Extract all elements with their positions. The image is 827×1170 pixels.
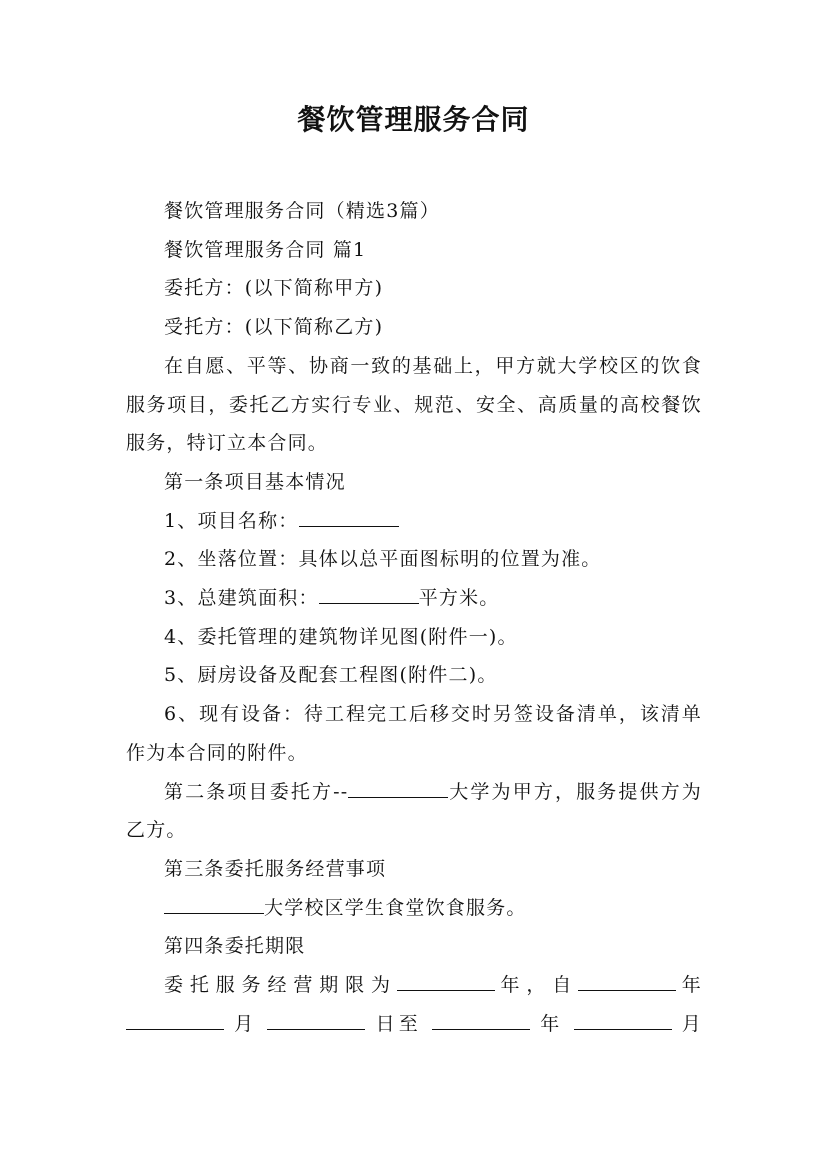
fill-in-blank (319, 602, 419, 604)
document-body (126, 192, 702, 1043)
fill-in-blank (299, 525, 399, 527)
fill-in-blank (432, 1028, 530, 1030)
section-heading: 第一条项目基本情况 (164, 470, 346, 493)
paragraph (126, 1005, 702, 1044)
paragraph (126, 579, 702, 618)
fill-in-blank (267, 1028, 365, 1030)
text-segment: 年，自 (494, 974, 579, 997)
section-heading: 第三条委托服务经营事项 (164, 857, 387, 880)
section-heading: 第四条委托期限 (164, 935, 306, 958)
text-segment: 1、项目名称： (164, 509, 299, 532)
paragraph: 受托方：(以下简称乙方) (164, 316, 384, 339)
text-segment: 月 (234, 1012, 258, 1035)
paragraph (126, 502, 702, 541)
text-segment: 委托服务经营期限为 (164, 974, 397, 997)
text-segment: 3、总建筑面积： (164, 587, 319, 610)
text-segment: 大学为甲方，服务提供方为乙方。 (126, 780, 702, 842)
paragraph (126, 889, 702, 928)
paragraph: 委托方：(以下简称甲方) (164, 277, 384, 300)
paragraph (126, 773, 702, 850)
fill-in-blank (164, 912, 264, 914)
document-title: 餐饮管理服务合同 (297, 103, 530, 136)
text-segment: 月 (681, 1012, 702, 1035)
paragraph: 2、坐落位置：具体以总平面图标明的位置为准。 (164, 548, 602, 571)
text-segment: 年 (540, 1012, 564, 1035)
paragraph (126, 966, 702, 1005)
text-segment: 平方米。 (418, 587, 500, 610)
paragraph: 4、委托管理的建筑物详见图(附件一)。 (164, 625, 518, 648)
fill-in-blank (578, 989, 676, 991)
text-segment: 日至 (375, 1012, 422, 1035)
paragraph: 餐饮管理服务合同 篇1 (164, 238, 367, 261)
text-segment: 年 (676, 974, 702, 997)
paragraph: 5、厨房设备及配套工程图(附件二)。 (164, 664, 498, 687)
fill-in-blank (348, 796, 448, 798)
fill-in-blank (126, 1028, 224, 1030)
text-segment: 第二条项目委托方-- (164, 780, 349, 803)
text-segment: 大学校区学生食堂饮食服务。 (264, 896, 527, 919)
paragraph: 6、现有设备：待工程完工后移交时另签设备清单，该清单作为本合同的附件。 (126, 703, 702, 764)
paragraph: 在自愿、平等、协商一致的基础上，甲方就大学校区的饮食服务项目，委托乙方实行专业、规范、安全、高质量的高校餐饮服务，特订立本合同。 (126, 354, 702, 455)
fill-in-blank (574, 1028, 672, 1030)
fill-in-blank (397, 989, 495, 991)
paragraph: 餐饮管理服务合同（精选3篇） (164, 200, 440, 222)
